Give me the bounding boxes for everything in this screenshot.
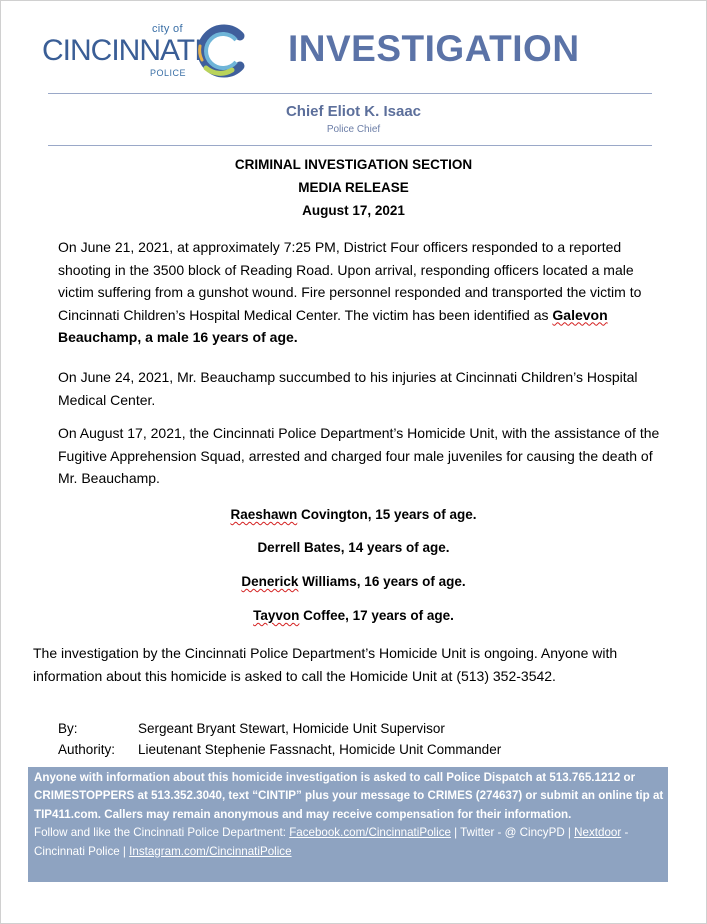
header-divider-top [48,93,652,94]
social-follow-text: Follow and like the Cincinnati Police Department: [34,826,290,840]
release-type-heading: MEDIA RELEASE [298,180,409,195]
credit-by-value: Sergeant Bryant Stewart, Homicide Unit Supervisor [138,721,445,736]
logo-city-of: city of [152,23,183,35]
paragraph-incident-text: On June 21, 2021, at approximately 7:25 PM, District Four officers responded to a reported shooting in the 3500 block of Reading Road. Upon arrival, responding officers located a male victim suffering from a gunshot wound. Fire personnel responded and transported the victim to Cincinnati Children’s Hospital Medical Center. The victim has been identified as [58,239,642,323]
tip-footer [28,767,668,882]
victim-description: Beauchamp, a male 16 years of age. [58,329,298,345]
logo-wordmark: CINCINNATI [42,34,202,67]
paragraph-ongoing: The investigation by the Cincinnati Police Department’s Homicide Unit is ongoing. Anyone with information about this homicide is asked to call the Homicide Unit at (513) 352-3542. [33,645,618,684]
document-title: INVESTIGATION [288,28,580,69]
social-links [34,824,668,861]
cincinnati-police-logo [42,20,252,82]
suspect-line [0,608,707,623]
suspect-line [0,507,707,522]
suspect-details: Covington, 15 years of age. [297,507,477,522]
paragraph-incident [58,236,670,349]
nextdoor-link[interactable]: Nextdoor [574,826,622,840]
credit-by [58,721,445,736]
suspect-line [0,574,707,589]
logo-c-emblem-icon [192,22,250,80]
suspect-first-name: Derrell [257,540,301,555]
credit-authority-label: Authority: [58,742,116,757]
instagram-link[interactable]: Instagram.com/CincinnatiPolice [129,844,292,858]
suspect-first-name: Tayvon [253,608,300,623]
victim-first-name: Galevon [552,306,608,323]
chief-role: Police Chief [326,124,381,135]
paragraph-arrests: On August 17, 2021, the Cincinnati Police Department’s Homicide Unit, with the assistance of the Fugitive Apprehension Squad, arrested and charged four male juveniles for causing the death of Mr. Beauchamp. [58,425,660,486]
paragraph-death: On June 24, 2021, Mr. Beauchamp succumbed to his injuries at Cincinnati Children’s Hospital Medical Center. [58,369,638,408]
header-divider-bottom [48,145,652,146]
release-date: August 17, 2021 [302,203,405,218]
tip-footer-notice: Anyone with information about this homicide investigation is asked to call Police Dispatch at 513.765.1212 or CRIMESTOPPERS at 513.352.3040, text “CINTIP” plus your message to CRIMES (274637) or submit an online tip at TIP411.com. Callers may remain anonymous and may receive compensation for their information. [34,771,664,821]
credit-by-label: By: [58,721,78,736]
logo-police: POLICE [150,68,187,78]
suspect-details: Williams, 16 years of age. [298,574,466,589]
facebook-link[interactable]: Facebook.com/CincinnatiPolice [289,826,451,840]
suspect-first-name: Denerick [241,574,299,589]
suspect-line [0,540,707,555]
suspect-first-name: Raeshawn [230,507,298,522]
twitter-text: | Twitter - @ CincyPD | [450,826,575,840]
section-heading: CRIMINAL INVESTIGATION SECTION [234,157,473,172]
nextdoor-text: - Cincinnati Police | [34,826,629,858]
chief-name: Chief Eliot K. Isaac [285,103,422,120]
suspect-details: Coffee, 17 years of age. [299,608,454,623]
credit-authority-value: Lieutenant Stephenie Fassnacht, Homicide Unit Commander [138,742,502,757]
suspect-details: Bates, 14 years of age. [300,540,450,555]
credit-authority [58,742,501,757]
